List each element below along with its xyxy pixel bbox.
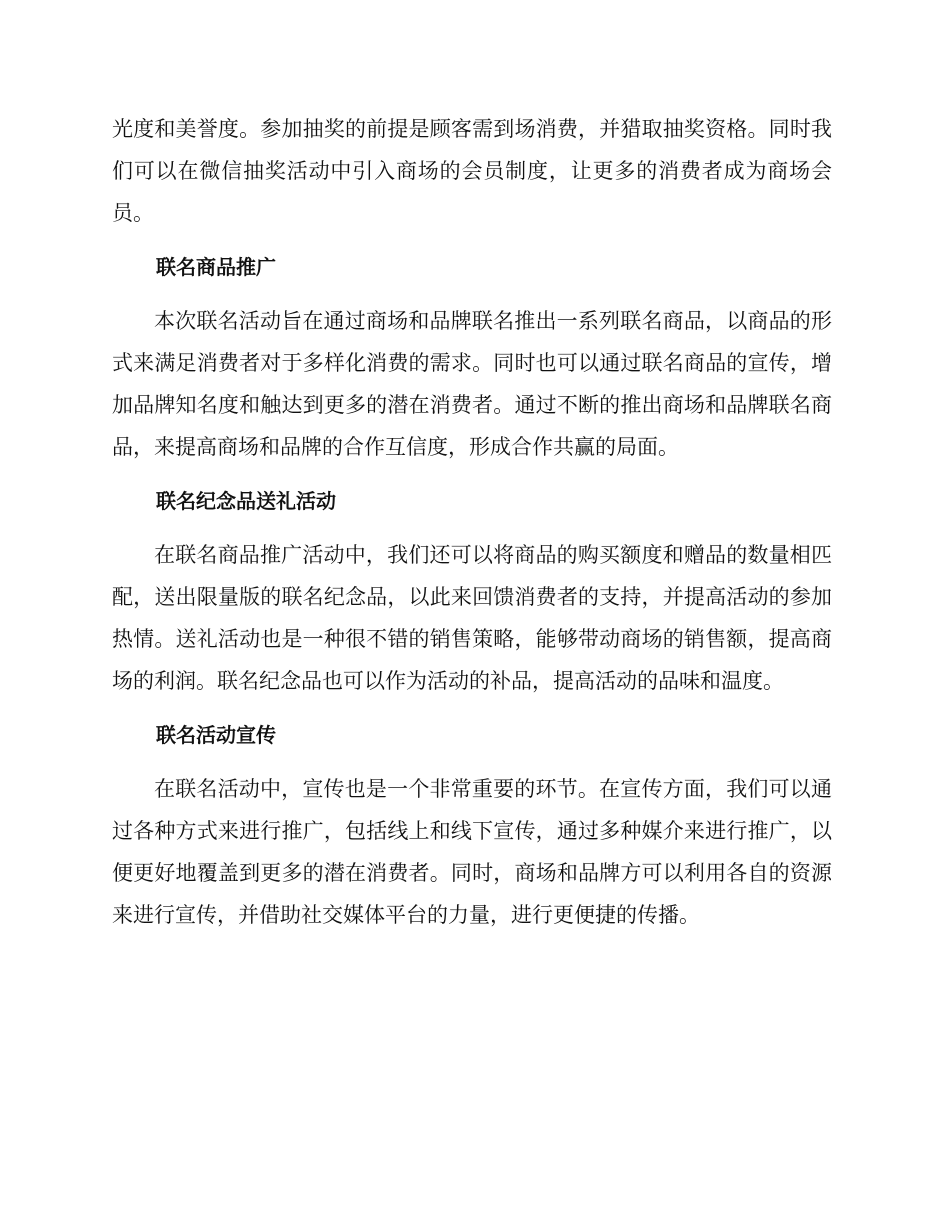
section-body: 本次联名活动旨在通过商场和品牌联名推出一系列联名商品，以商品的形式来满足消费者对于多样化消费的需求。同时也可以通过联名商品的宣传，增加品牌知名度和触达到更多的潜在消费者。通过不断的推出商场和品牌联名商品，来提高商场和品牌的合作互信度，形成合作共赢的局面。 [112,309,832,459]
intro-paragraph: 光度和美誉度。参加抽奖的前提是顾客需到场消费，并猎取抽奖资格。同时我们可以在微信抽奖活动中引入商场的会员制度，让更多的消费者成为商场会员。 [112,117,832,225]
section-heading: 联名纪念品送礼活动 [156,489,336,513]
document-content [112,108,832,936]
section-heading: 联名商品推广 [156,255,276,279]
section-heading: 联名活动宣传 [156,723,276,747]
section-promotion [112,714,832,936]
section-gift-activity [112,480,832,702]
section-joint-products [112,246,832,468]
section-body: 在联名活动中，宣传也是一个非常重要的环节。在宣传方面，我们可以通过各种方式来进行推广，包括线上和线下宣传，通过多种媒介来进行推广，以便更好地覆盖到更多的潜在消费者。同时，商场和品牌方可以利用各自的资源来进行宣传，并借助社交媒体平台的力量，进行更便捷的传播。 [112,777,832,927]
section-body: 在联名商品推广活动中，我们还可以将商品的购买额度和赠品的数量相匹配，送出限量版的联名纪念品，以此来回馈消费者的支持，并提高活动的参加热情。送礼活动也是一种很不错的销售策略，能够带动商场的销售额，提高商场的利润。联名纪念品也可以作为活动的补品，提高活动的品味和温度。 [112,543,832,693]
